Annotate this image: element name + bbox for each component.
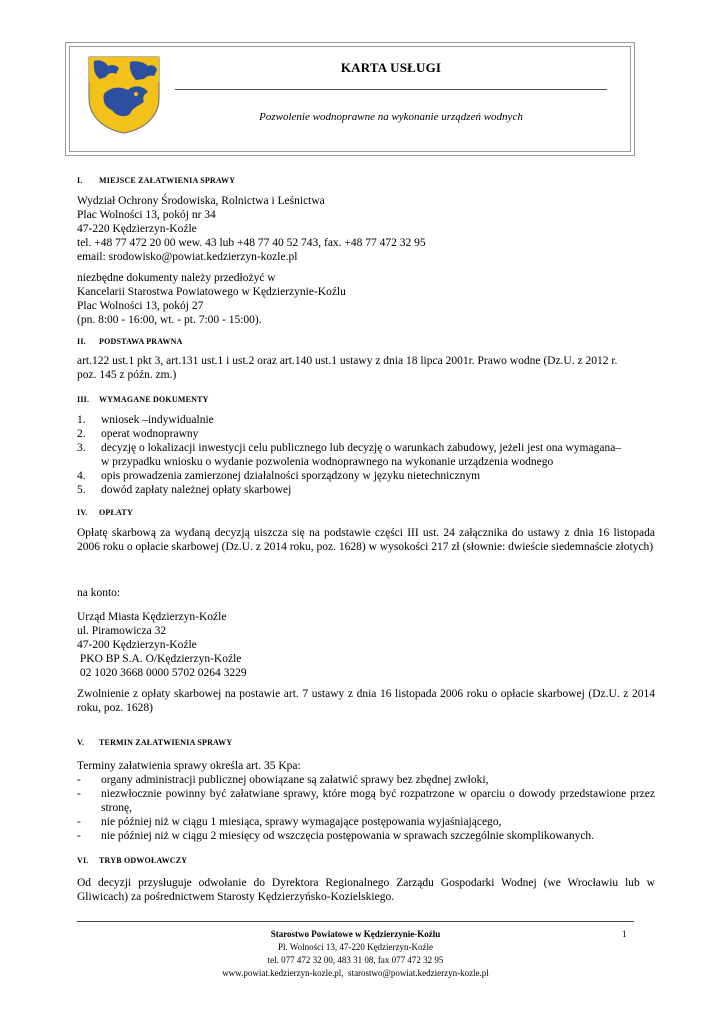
- section-number: II.: [77, 337, 86, 346]
- submission-line: Plac Wolności 13, pokój 27: [77, 300, 204, 312]
- fee-paragraph: Opłatę skarbową za wydaną decyzją uiszcza się na podstawie części III ust. 24 załącznika do ustawy z dnia 16 listopada 2006 roku o opłacie skarbowej (Dz.U. z 2014 roku, poz. 1628) w wysokości 217 zł (słownie: dwieście siedemnaście złotych): [77, 527, 655, 553]
- section-number: V.: [77, 738, 85, 747]
- account-line: Urząd Miasta Kędzierzyn-Koźle: [77, 611, 227, 623]
- office-email[interactable]: email: srodowisko@powiat.kedzierzyn-kozle.pl: [77, 251, 298, 263]
- section-title: TERMIN ZAŁATWIENIA SPRAWY: [99, 738, 233, 747]
- footer-office-name: Starostwo Powiatowe w Kędzierzynie-Koźlu: [270, 929, 441, 939]
- appeal-paragraph: Od decyzji przysługuje odwołanie do Dyrektora Regionalnego Zarządu Gospodarki Wodnej (we Wrocławiu lub w Gliwicach) za pośrednictwem Starosty Kędzierzyńsko-Kozielskiego.: [77, 877, 655, 903]
- section-number: I.: [77, 176, 83, 185]
- section-heading-2: [77, 337, 183, 346]
- office-line: 47-220 Kędzierzyn-Koźle: [77, 223, 197, 235]
- section-title: WYMAGANE DOKUMENTY: [99, 395, 209, 404]
- account-line: 47-200 Kędzierzyn-Koźle: [77, 639, 197, 651]
- section-title: MIEJSCE ZAŁATWIENIA SPRAWY: [99, 176, 236, 185]
- account-line: PKO BP S.A. O/Kędzierzyn-Koźle: [77, 653, 242, 665]
- section-heading-5: [77, 738, 232, 747]
- list-item: w przypadku wniosku o wydanie pozwolenia wodnoprawnego na wykonanie urządzenia wodnego: [101, 456, 554, 468]
- list-item: 5. dowód zapłaty należnej opłaty skarbowej: [77, 484, 292, 496]
- service-subtitle: Pozwolenie wodnoprawne na wykonanie urządzeń wodnych: [259, 111, 523, 123]
- section-heading-4: [77, 508, 133, 517]
- title-rule: [175, 89, 607, 90]
- submission-line: (pn. 8:00 - 16:00, wt. - pt. 7:00 - 15:00).: [77, 314, 262, 326]
- account-label: na konto:: [77, 587, 121, 599]
- section-number: III.: [77, 395, 90, 404]
- section-heading-3: [77, 395, 209, 404]
- section-number: IV.: [77, 508, 88, 517]
- list-item: 1. wniosek –indywidualnie: [77, 414, 214, 426]
- footer-web[interactable]: www.powiat.kedzierzyn-kozle.pl, starostwo@powiat.kedzierzyn-kozle.pl: [222, 968, 489, 978]
- coat-of-arms-icon: [86, 54, 162, 134]
- footer-phones: tel. 077 472 32 00, 483 31 08, fax 077 472 32 95: [267, 955, 444, 965]
- office-line: tel. +48 77 472 20 00 wew. 43 lub +48 77 40 52 743, fax. +48 77 472 32 95: [77, 237, 426, 249]
- office-line: Plac Wolności 13, pokój nr 34: [77, 209, 216, 221]
- list-item: 3. decyzję o lokalizacji inwestycji celu publicznego lub decyzję o warunkach zabudowy, jeżeli jest ona wymagana–: [77, 442, 622, 454]
- section-title: OPŁATY: [99, 508, 133, 517]
- footer-address: Pl. Wolności 13, 47-220 Kędzierzyn-Koźle: [277, 942, 434, 952]
- page-title: KARTA USŁUGI: [340, 60, 442, 75]
- section-heading-1: [77, 176, 235, 185]
- list-item: 2. operat wodnoprawny: [77, 428, 199, 440]
- deadline-intro: Terminy załatwienia sprawy określa art. 35 Kpa:: [77, 760, 301, 772]
- section-title: TRYB ODWOŁAWCZY: [99, 856, 188, 865]
- legal-basis-line: art.122 ust.1 pkt 3, art.131 ust.1 i ust.2 oraz art.140 ust.1 ustawy z dnia 18 lipca 2001r. Prawo wodne (Dz.U. z 2012 r.: [77, 355, 618, 367]
- section-heading-6: [77, 856, 187, 865]
- account-line: ul. Piramowicza 32: [77, 625, 167, 637]
- legal-basis-line: poz. 145 z późn. zm.): [77, 369, 177, 381]
- submission-line: Kancelarii Starostwa Powiatowego w Kędzierzynie-Koźlu: [77, 286, 346, 298]
- account-number: 02 1020 3668 0000 5702 0264 3229: [77, 667, 247, 679]
- section-title: PODSTAWA PRAWNA: [99, 337, 183, 346]
- section-number: VI.: [77, 856, 89, 865]
- submission-line: niezbędne dokumenty należy przedłożyć w: [77, 272, 276, 284]
- footer-rule: [77, 921, 634, 922]
- page-number: 1: [622, 929, 627, 939]
- list-item: 4. opis prowadzenia zamierzonej działalności sporządzony w języku nietechnicznym: [77, 470, 481, 482]
- fee-exemption-paragraph: Zwolnienie z opłaty skarbowej na postawie art. 7 ustawy z dnia 16 listopada 2006 roku o opłacie skarbowej (Dz.U. z 2014 roku, poz. 1628): [77, 688, 655, 714]
- office-line: Wydział Ochrony Środowiska, Rolnictwa i Leśnictwa: [77, 195, 325, 207]
